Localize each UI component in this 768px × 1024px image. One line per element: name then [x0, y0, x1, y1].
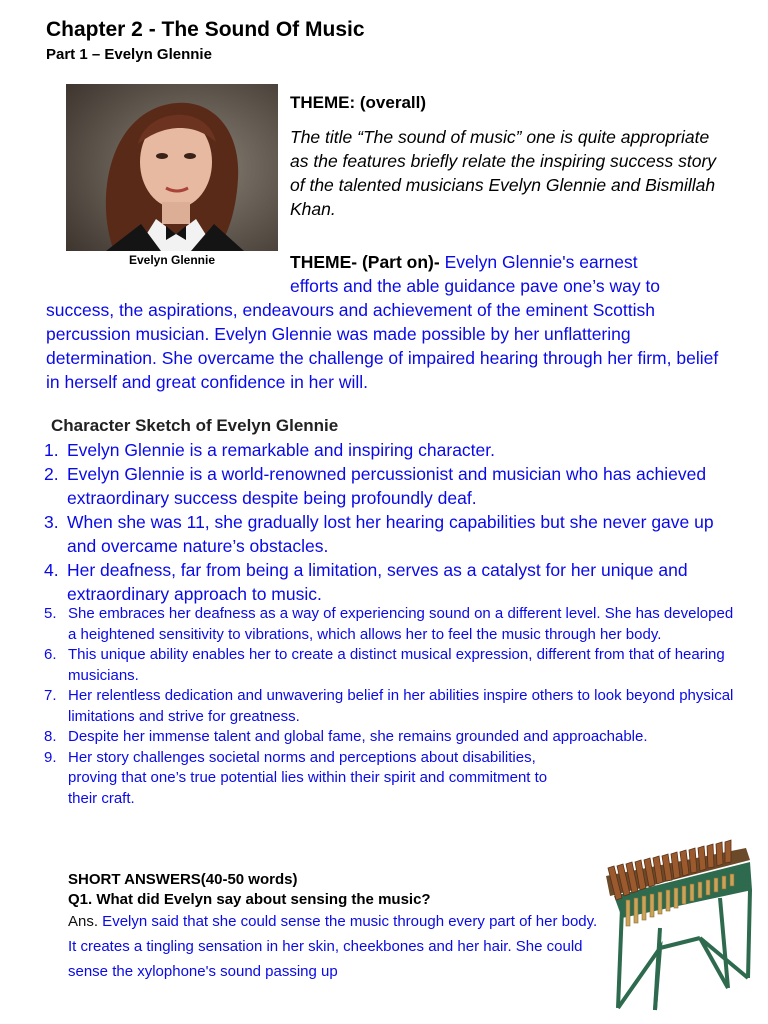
theme-part-paragraph	[46, 250, 736, 394]
list-text: Despite her immense talent and global fame, she remains grounded and approachable.	[68, 728, 648, 745]
list-item	[44, 748, 568, 810]
theme-part-heading: THEME- (Part on)	[290, 252, 434, 272]
list-text: Her story challenges societal norms and perceptions about disabilities, proving that one’s true potential lies within their spirit and commitment to their craft.	[68, 748, 548, 807]
answer-label: Ans.	[68, 913, 99, 930]
theme-part-line2: efforts and the able guidance pave one’s way to	[290, 276, 661, 296]
answer-1	[68, 909, 598, 984]
page-subtitle: Part 1 – Evelyn Glennie	[46, 46, 212, 63]
list-item	[44, 686, 734, 727]
list-number: 9.	[44, 748, 57, 766]
character-sketch-list-small	[44, 604, 734, 809]
evelyn-photo-figure	[66, 84, 278, 272]
evelyn-photo	[66, 84, 278, 251]
answer-text: Evelyn said that she could sense the music through every part of her body. It creates a tingling sensation in her skin, cheekbones and her hair. She could sense the xylophone's sound passing up	[68, 913, 598, 980]
list-text: Her deafness, far from being a limitation, serves as a catalyst for her unique and extraordinary approach to music.	[67, 560, 688, 604]
list-item	[44, 727, 734, 748]
list-text: When she was 11, she gradually lost her hearing capabilities but she never gave up and overcame nature’s obstacles.	[67, 512, 714, 556]
list-number: 1.	[44, 440, 59, 460]
short-answers-heading: SHORT ANSWERS(40-50 words)	[68, 871, 298, 888]
list-number: 7.	[44, 687, 57, 704]
list-text: Evelyn Glennie is a remarkable and inspiring character.	[67, 440, 495, 460]
list-item	[44, 462, 744, 510]
list-number: 6.	[44, 646, 57, 663]
list-text: She embraces her deafness as a way of experiencing sound on a different level. She has developed a heightened sensitivity to vibrations, which allows her to feel the music through her body.	[68, 605, 734, 643]
list-number: 8.	[44, 728, 57, 745]
list-item	[44, 558, 744, 606]
question-1: Q1. What did Evelyn say about sensing the music?	[68, 891, 431, 908]
list-item	[44, 438, 744, 462]
theme-part-rest: success, the aspirations, endeavours and achievement of the eminent Scottish percussion musician. Evelyn Glennie was made possible by her unflattering determination. She overcame the challenge of impaired hearing through her firm, belief in herself and great confidence in her will.	[46, 300, 719, 392]
list-item	[44, 510, 744, 558]
list-number: 3.	[44, 512, 59, 532]
xylophone-image	[600, 838, 752, 1014]
theme-overall-text: The title “The sound of music” one is quite appropriate as the features briefly relate the inspiring success story of the talented musicians Evelyn Glennie and Bismillah Khan.	[290, 127, 717, 219]
theme-part-line1: Evelyn Glennie's earnest	[439, 252, 638, 272]
list-text: Her relentless dedication and unwavering belief in her abilities inspire others to look beyond physical limitations and strive for greatness.	[68, 687, 734, 725]
list-text: Evelyn Glennie is a world-renowned percussionist and musician who has achieved extraordinary success despite being profoundly deaf.	[67, 464, 707, 508]
character-sketch-list-large	[44, 438, 744, 606]
list-number: 5.	[44, 605, 57, 622]
list-text: This unique ability enables her to create a distinct musical expression, different from that of hearing musicians.	[68, 646, 725, 684]
theme-part-dash: -	[433, 252, 440, 272]
list-item	[44, 645, 734, 686]
list-number: 2.	[44, 464, 59, 484]
page-title: Chapter 2 - The Sound Of Music	[46, 18, 365, 41]
list-item	[44, 604, 734, 645]
photo-caption: Evelyn Glennie	[128, 253, 216, 267]
list-number: 4.	[44, 560, 59, 580]
theme-overall-heading: THEME: (overall)	[290, 93, 427, 112]
character-sketch-heading: Character Sketch of Evelyn Glennie	[51, 416, 339, 435]
